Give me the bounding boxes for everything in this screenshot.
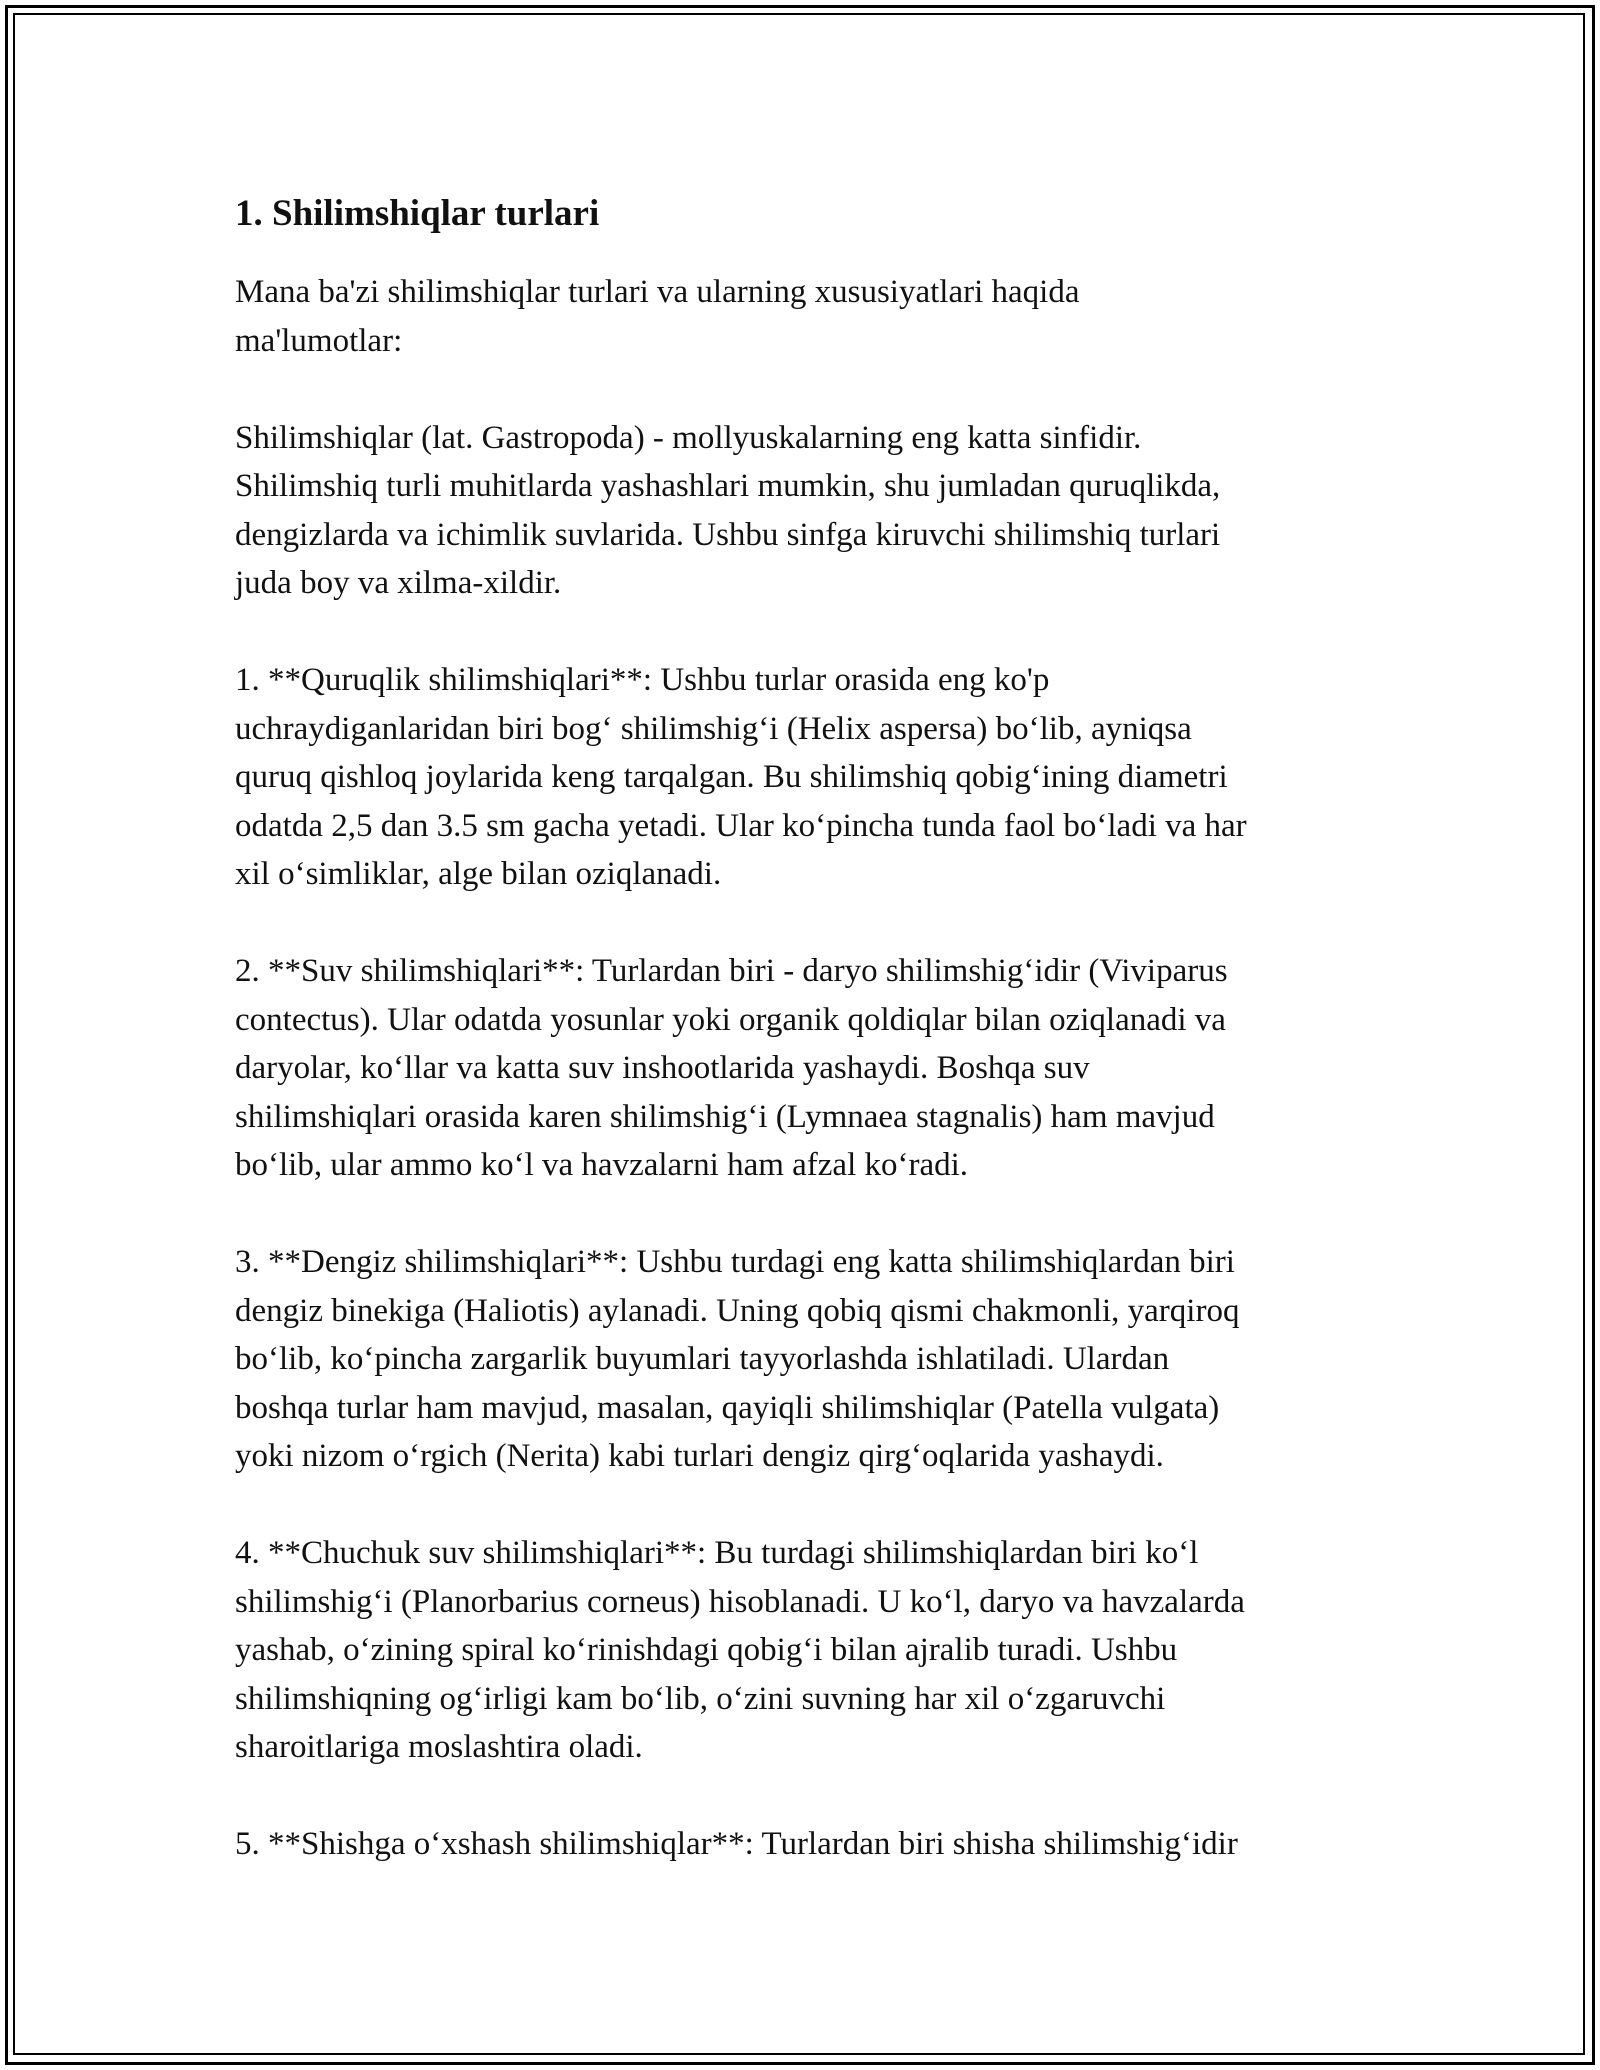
- text-line: Mana ba'zi shilimshiqlar turlari va ularning xususiyatlari haqida: [235, 274, 1080, 310]
- text-line: 4. **Chuchuk suv shilimshiqlari**: Bu turdagi shilimshiqlardan biri ko‘l: [235, 1535, 1199, 1571]
- text-line: quruq qishloq joylarida keng tarqalgan. Bu shilimshiq qobig‘ining diametri: [235, 759, 1228, 795]
- paragraph-item-4: [235, 1529, 1395, 1772]
- text-line: ma'lumotlar:: [235, 322, 403, 359]
- text-line: boshqa turlar ham mavjud, masalan, qayiqli shilimshiqlar (Patella vulgata): [235, 1389, 1220, 1426]
- text-line: yashab, o‘zining spiral ko‘rinishdagi qobig‘i bilan ajralib turadi. Ushbu: [235, 1632, 1178, 1668]
- text-line: 1. **Quruqlik shilimshiqlari**: Ushbu turlar orasida eng ko'p: [235, 662, 1050, 698]
- paragraph-intro: [235, 268, 1395, 365]
- text-line: juda boy va xilma-xildir.: [235, 565, 562, 601]
- document-body: [235, 188, 1395, 1917]
- text-line: bo‘lib, ko‘pincha zargarlik buyumlari tayyorlashda ishlatiladi. Ulardan: [235, 1341, 1170, 1377]
- text-line: 5. **Shishga o‘xshash shilimshiqlar**: Turlardan biri shisha shilimshig‘idir: [235, 1826, 1238, 1862]
- paragraph-overview: [235, 414, 1395, 608]
- text-line: dengiz binekiga (Haliotis) aylanadi. Uning qobiq qismi chakmonli, yarqiroq: [235, 1292, 1240, 1329]
- text-line: contectus). Ular odatda yosunlar yoki organik qoldiqlar bilan oziqlanadi va: [235, 1001, 1226, 1038]
- text-line: Shilimshiq turli muhitlarda yashashlari mumkin, shu jumladan quruqlikda,: [235, 468, 1221, 504]
- text-line: 2. **Suv shilimshiqlari**: Turlardan biri - daryo shilimshig‘idir (Viviparus: [235, 953, 1228, 989]
- text-line: sharoitlariga moslashtira oladi.: [235, 1729, 643, 1765]
- text-line: shilimshiqlari orasida karen shilimshig‘i (Lymnaea stagnalis) ham mavjud: [235, 1098, 1215, 1135]
- text-line: 3. **Dengiz shilimshiqlari**: Ushbu turdagi eng katta shilimshiqlardan biri: [235, 1244, 1235, 1280]
- text-line: xil o‘simliklar, alge bilan oziqlanadi.: [235, 856, 722, 892]
- paragraph-item-3: [235, 1238, 1395, 1481]
- text-line: daryolar, ko‘llar va katta suv inshootlarida yashaydi. Boshqa suv: [235, 1050, 1090, 1086]
- text-line: dengizlarda va ichimlik suvlarida. Ushbu sinfga kiruvchi shilimshiq turlari: [235, 516, 1221, 553]
- paragraph-item-1: [235, 656, 1395, 899]
- text-line: shilimshiqning og‘irligi kam bo‘lib, o‘zini suvning har xil o‘zgaruvchi: [235, 1680, 1166, 1717]
- text-line: odatda 2,5 dan 3.5 sm gacha yetadi. Ular ko‘pincha tunda faol bo‘ladi va har: [235, 807, 1247, 844]
- paragraph-item-2: [235, 947, 1395, 1190]
- text-line: bo‘lib, ular ammo ko‘l va havzalarni ham afzal ko‘radi.: [235, 1147, 969, 1183]
- paragraph-item-5: [235, 1820, 1395, 1869]
- text-line: shilimshig‘i (Planorbarius corneus) hisoblanadi. U ko‘l, daryo va havzalarda: [235, 1583, 1245, 1620]
- document-title: 1. Shilimshiqlar turlari: [235, 193, 600, 234]
- text-line: Shilimshiqlar (lat. Gastropoda) - mollyuskalarning eng katta sinfidir.: [235, 419, 1142, 456]
- text-line: uchraydiganlaridan biri bog‘ shilimshig‘i (Helix aspersa) bo‘lib, ayniqsa: [235, 710, 1192, 747]
- text-line: yoki nizom o‘rgich (Nerita) kabi turlari dengiz qirg‘oqlarida yashaydi.: [235, 1438, 1164, 1474]
